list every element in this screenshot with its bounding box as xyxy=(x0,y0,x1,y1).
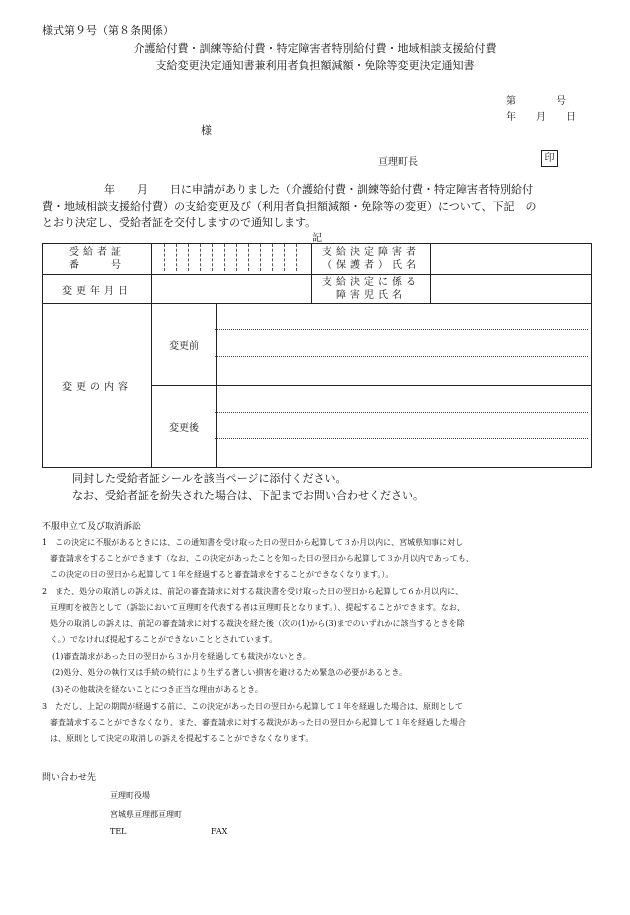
appeal-line: (2)処分、処分の執行又は手続の続行により生ずる著しい損害を避けるため緊急の必要があるとき。 xyxy=(52,668,408,677)
after-rule-2 xyxy=(215,438,588,439)
child-value[interactable] xyxy=(431,275,592,304)
form-number: 様式第９号（第８条関係） xyxy=(42,24,174,37)
appeal-line: 審査請求することができなくなり、また、審査請求に対する裁決があった日の翌日から起算して１年を経過した場合 xyxy=(42,718,466,727)
contact-fax: FAX xyxy=(211,827,228,836)
appeal-line: 亘理町を被告として（訴訟において亘理町を代表する者は亘理町長となります。）、提起することができます。なお、 xyxy=(42,603,465,612)
appeal-line: (1)審査請求があった日の翌日から３か月を経過しても裁決がないとき。 xyxy=(52,652,311,661)
content-label: 変更の内容 xyxy=(43,304,152,468)
appeal-line: く。）でなければ提起することができないこととされています。 xyxy=(42,635,278,644)
appeal-line: 1 この決定に不服があるときには、この通知書を受け取った日の翌日から起算して３か月以内に、宮城県知事に対し xyxy=(42,538,464,547)
note-1: 同封した受給者証シールを該当ページに添付ください。 xyxy=(72,472,347,485)
appeal-line: 2 また、処分の取消しの訴えは、前記の審査請求に対する裁決書を受け取った日の翌日から起算して６か月以内に、 xyxy=(42,587,464,596)
body-line-1: 年 月 日に申請がありました（介護給付費・訓練等給付費・特定障害者特別給付 xyxy=(104,183,533,196)
seal-box: 印 xyxy=(541,150,558,167)
contact-office: 亘理町役場 xyxy=(110,791,150,800)
recipient-no-cells[interactable] xyxy=(152,244,312,275)
guardian-label: 支給決定障害者 （保護者）氏名 xyxy=(312,244,431,275)
guardian-value[interactable] xyxy=(431,244,592,275)
recipient-suffix: 様 xyxy=(201,124,212,137)
contact-address: 宮城県亘理郡亘理町 xyxy=(110,810,182,819)
document-date: 年 月 日 xyxy=(506,112,576,123)
appeal-line: 審査請求をすることができます（なお、この決定があったことを知った日の翌日から起算して３か月以内であっても、 xyxy=(42,554,474,563)
note-2: なお、受給者証を紛失された場合は、下記までお問い合わせください。 xyxy=(72,489,424,502)
recipient-no-label: 受給者証 番 号 xyxy=(43,244,152,275)
after-rule-1 xyxy=(215,412,588,413)
document-number: 第 号 xyxy=(506,96,566,107)
appeal-line: は、原則として決定の取消しの訴えを提起することができなくなります。 xyxy=(42,734,314,743)
appeal-line: 処分の取消しの訴えは、前記の審査請求に対する裁決を経た後（次の(1)から(3)までのいずれかに該当するときを除 xyxy=(42,619,465,628)
contact-heading: 問い合わせ先 xyxy=(42,773,97,783)
after-label: 変更後 xyxy=(152,386,217,467)
title-line-1: 介護給付費・訓練等給付費・特定障害者特別給付費・地域相談支援給付費 xyxy=(133,42,497,55)
child-label: 支給決定に係る 障害児氏名 xyxy=(312,275,431,304)
change-date-value[interactable] xyxy=(152,275,312,304)
body-line-2: 費・地域相談支援給付費）の支給変更及び（利用者負担額減額・免除等の変更）について、下記 の xyxy=(42,200,537,213)
appeal-line: (3)その他裁決を経ないことにつき正当な理由があるとき。 xyxy=(52,685,263,694)
title-line-2: 支給変更決定通知書兼利用者負担額減額・免除等変更決定通知書 xyxy=(155,59,475,72)
contact-tel: TEL xyxy=(110,827,127,836)
before-rule-1 xyxy=(215,329,588,330)
appeal-line: 3 ただし、上記の期間が経過する前に、この決定があった日の翌日から起算して１年を経過した場合は、原則として xyxy=(42,702,464,711)
appeal-line: この決定の日の翌日から起算して１年を経過すると審査請求をすることができなくなります。）。 xyxy=(42,570,394,579)
before-label: 変更前 xyxy=(152,304,217,385)
issuer: 亘理町長 xyxy=(378,157,418,168)
before-row xyxy=(152,304,592,386)
after-row xyxy=(152,386,592,468)
before-rule-2 xyxy=(215,356,588,357)
appeal-heading: 不服申立て及び取消訴訟 xyxy=(42,522,142,532)
change-date-label: 変更年月日 xyxy=(43,275,152,304)
body-line-3: とおり決定し、受給者証を交付しますので通知します。 xyxy=(42,216,317,229)
ki-heading: 記 xyxy=(312,233,322,244)
